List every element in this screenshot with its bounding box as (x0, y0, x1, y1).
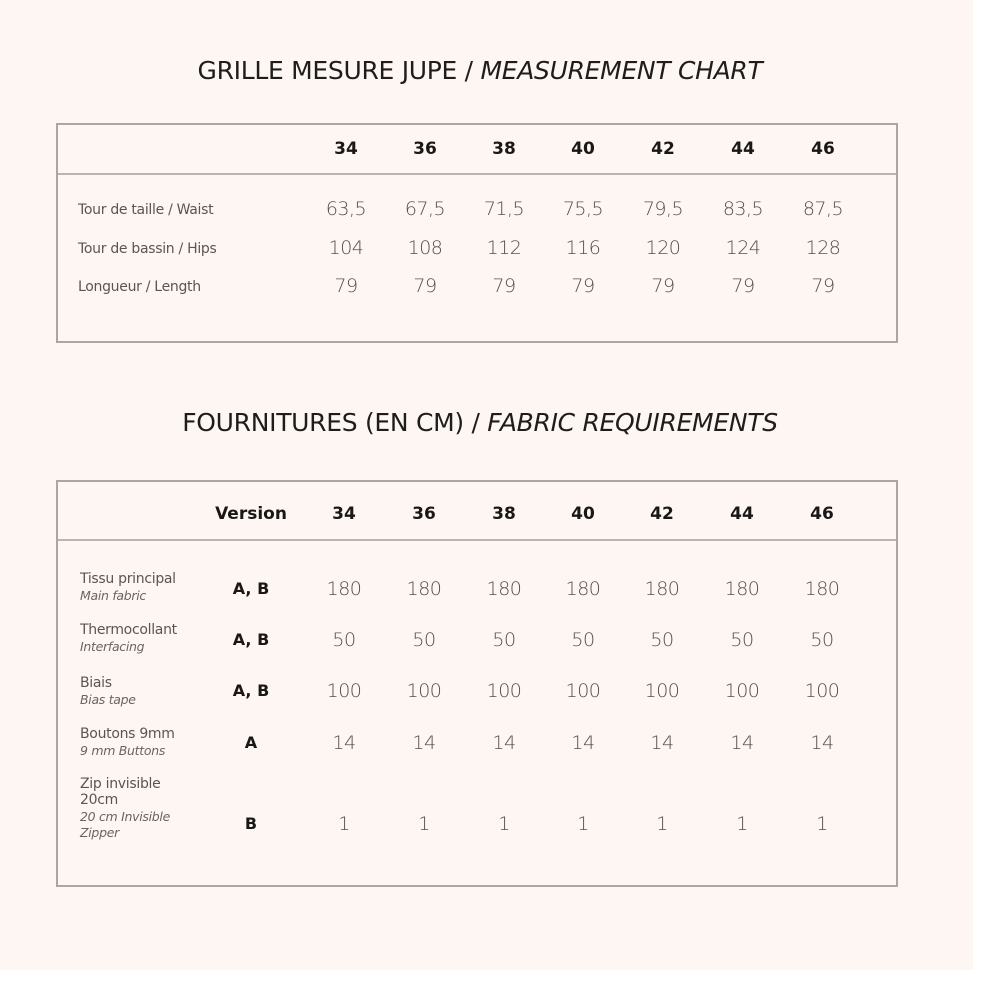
label-fr: Boutons 9mm (80, 726, 175, 742)
cell-value: 79 (571, 275, 595, 297)
cell-value: 79 (651, 275, 675, 297)
cell-value: 120 (645, 237, 681, 259)
cell-value: 14 (412, 732, 436, 754)
size-header: 42 (650, 504, 674, 524)
cell-value: 180 (486, 578, 522, 600)
cell-value: 1 (498, 813, 510, 835)
cell-value: 180 (724, 578, 760, 600)
version-value: A, B (232, 630, 270, 649)
label-en: 20 cm Invisible (80, 809, 170, 824)
cell-value: 116 (565, 237, 601, 259)
cell-value: 79 (492, 275, 516, 297)
cell-value: 1 (736, 813, 748, 835)
row-label (80, 675, 136, 707)
size-header: 38 (492, 504, 516, 524)
size-header: 46 (811, 139, 835, 159)
row-label (80, 726, 175, 758)
cell-value: 50 (332, 629, 356, 651)
label-fr: Biais (80, 675, 112, 691)
cell-value: 14 (492, 732, 516, 754)
cell-value: 67,5 (404, 198, 446, 220)
cell-value: 1 (577, 813, 589, 835)
size-header: 34 (332, 504, 356, 524)
label-en: Bias tape (80, 692, 136, 707)
row-label (80, 571, 176, 603)
cell-value: 71,5 (483, 198, 525, 220)
cell-value: 1 (418, 813, 430, 835)
cell-value: 79 (334, 275, 358, 297)
size-header: 40 (571, 504, 595, 524)
cell-value: 180 (644, 578, 680, 600)
version-value: A, B (232, 681, 270, 700)
header-divider (58, 173, 896, 175)
row-label (80, 776, 170, 840)
label-fr: Zip invisible (80, 776, 161, 792)
label-en: 9 mm Buttons (80, 743, 166, 758)
size-header: 36 (413, 139, 437, 159)
cell-value: 104 (328, 237, 364, 259)
measurement-title-en: MEASUREMENT CHART (480, 56, 763, 85)
cell-value: 180 (326, 578, 362, 600)
cell-value: 14 (730, 732, 754, 754)
cell-value: 108 (407, 237, 443, 259)
row-label: Tour de taille / Waist (78, 202, 214, 218)
cell-value: 100 (804, 680, 840, 702)
measurement-title-fr: GRILLE MESURE JUPE / (197, 56, 473, 85)
row-label: Longueur / Length (78, 279, 201, 295)
cell-value: 50 (412, 629, 436, 651)
cell-value: 14 (571, 732, 595, 754)
cell-value: 124 (725, 237, 761, 259)
cell-value: 128 (805, 237, 841, 259)
cell-value: 180 (804, 578, 840, 600)
cell-value: 14 (650, 732, 674, 754)
cell-value: 79 (413, 275, 437, 297)
cell-value: 100 (406, 680, 442, 702)
label-en: Zipper (80, 825, 119, 840)
cell-value: 14 (332, 732, 356, 754)
cell-value: 100 (565, 680, 601, 702)
cell-value: 100 (644, 680, 680, 702)
size-header: 44 (730, 504, 754, 524)
label-en: Interfacing (80, 639, 145, 654)
measurement-table (56, 123, 898, 343)
label-en: Main fabric (80, 588, 146, 603)
fabric-title-en: FABRIC REQUIREMENTS (487, 408, 778, 437)
size-header: 38 (492, 139, 516, 159)
measurement-chart-title (0, 56, 960, 85)
cell-value: 1 (656, 813, 668, 835)
label-fr: 20cm (80, 792, 118, 808)
cell-value: 1 (338, 813, 350, 835)
cell-value: 79 (811, 275, 835, 297)
fabric-requirements-title (0, 408, 960, 437)
cell-value: 180 (565, 578, 601, 600)
cell-value: 50 (810, 629, 834, 651)
size-header: 40 (571, 139, 595, 159)
size-header: 42 (651, 139, 675, 159)
cell-value: 1 (816, 813, 828, 835)
size-header: 44 (731, 139, 755, 159)
size-header: 34 (334, 139, 358, 159)
cell-value: 79 (731, 275, 755, 297)
size-header: 36 (412, 504, 436, 524)
cell-value: 50 (492, 629, 516, 651)
label-fr: Tissu principal (80, 571, 176, 587)
cell-value: 180 (406, 578, 442, 600)
fabric-requirements-table (56, 480, 898, 887)
row-label (80, 622, 177, 654)
cell-value: 50 (730, 629, 754, 651)
cell-value: 50 (650, 629, 674, 651)
version-header: Version (215, 504, 287, 524)
row-label: Tour de bassin / Hips (78, 241, 217, 257)
header-divider (58, 539, 896, 541)
cell-value: 63,5 (325, 198, 367, 220)
fabric-title-fr: FOURNITURES (EN CM) / (182, 408, 480, 437)
cell-value: 100 (486, 680, 522, 702)
cell-value: 83,5 (722, 198, 764, 220)
cell-value: 14 (810, 732, 834, 754)
cell-value: 100 (724, 680, 760, 702)
version-value: A, B (232, 579, 270, 598)
cell-value: 79,5 (642, 198, 684, 220)
version-value: A (244, 733, 258, 752)
cell-value: 100 (326, 680, 362, 702)
label-fr: Thermocollant (80, 622, 177, 638)
cell-value: 112 (486, 237, 522, 259)
version-value: B (244, 814, 258, 833)
cell-value: 87,5 (802, 198, 844, 220)
cell-value: 50 (571, 629, 595, 651)
size-header: 46 (810, 504, 834, 524)
cell-value: 75,5 (562, 198, 604, 220)
